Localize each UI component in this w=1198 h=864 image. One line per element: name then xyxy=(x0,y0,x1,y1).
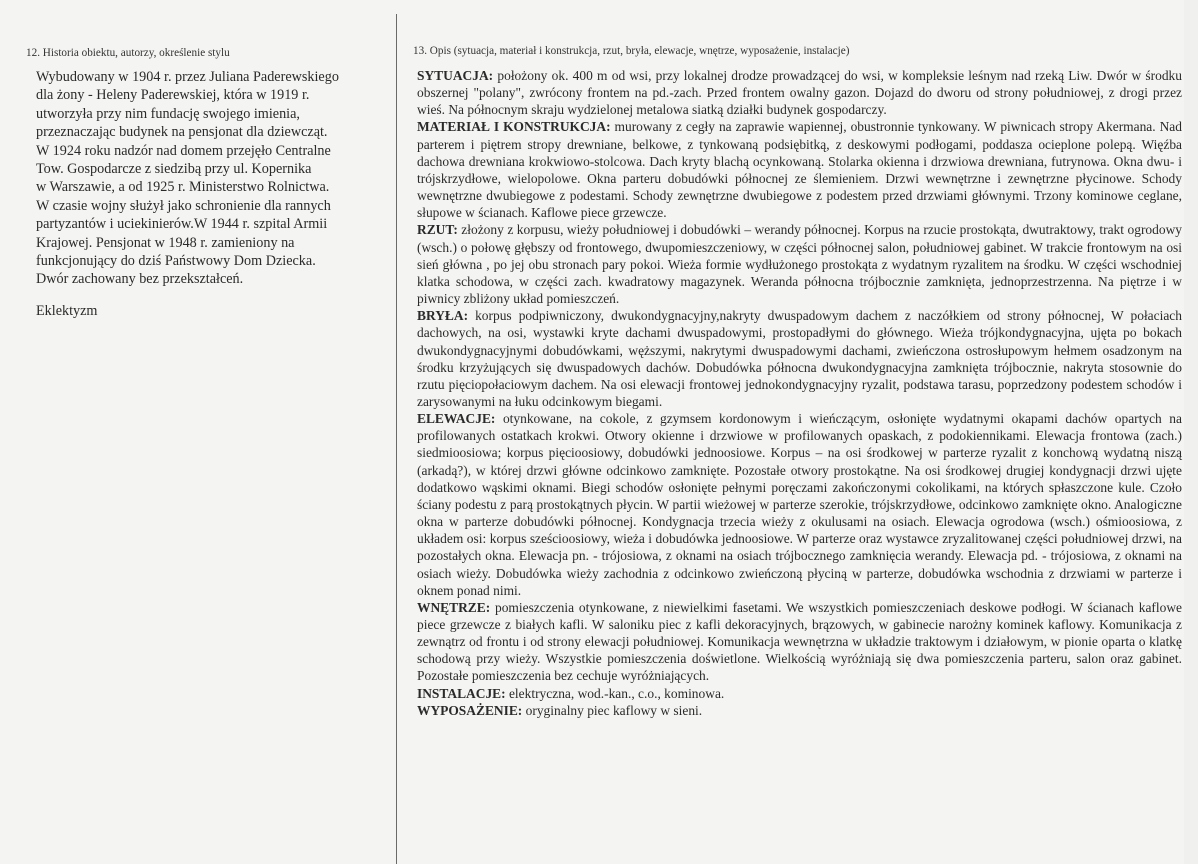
section-label: INSTALACJE: xyxy=(417,685,506,701)
history-line: Tow. Gospodarcze z siedzibą przy ul. Kopernika xyxy=(36,161,312,178)
history-line: partyzantów i uciekinierów.W 1944 r. szpital Armii xyxy=(36,216,328,233)
section-text: oryginalny piec kaflowy w sieni. xyxy=(522,702,703,718)
section-label: RZUT: xyxy=(417,222,458,238)
column-divider xyxy=(396,14,397,864)
section-text: elektryczna, wod.-kan., c.o., kominowa. xyxy=(505,685,725,701)
history-line: przeznaczając budynek na pensjonat dla dziewcząt. xyxy=(36,124,328,141)
section-equipment xyxy=(417,702,1182,719)
section-text: korpus podpiwniczony, dwukondygnacyjny,nakryty dwuspadowym dachem z naczółkiem od strony północnej, W połaciach dachowych, na osi, wystawki kryte dachami dwuspadowymi, prostopadłymi do głównego. Wieża trójkondygnacyjna, ujęta po bokach dwukondygnacyjnymi dobudówkami, węższymi, nakrytymi dwuspadowymi dachami, zwieńczona ostrosłupowym hełmem osadzonym na środku krzyżujących się dwuspadowych dachów. Dobudówka północna dwukondygnacyjna zamknięta trójbocznie, nakryta stosownie do rzutu pięciopołaciowym dachem. Na osi elewacji frontowej jednokondygnacyjny ryzalit, podstawa tarasu, poprzedzony podestem schodów i zarysowanymi na łuku odcinkowym biegami. xyxy=(417,308,1182,409)
section-label: WYPOSAŻENIE: xyxy=(417,702,523,718)
section-label: BRYŁA: xyxy=(417,308,469,324)
section-situation xyxy=(417,67,1182,118)
history-line: utworzyła przy nim fundację swojego imienia, xyxy=(36,105,300,122)
section-text: złożony z korpusu, wieży południowej i dobudówki – werandy północnej. Korpus na rzucie prostokąta, dwutraktowy, trakt ogrodowy (wsch.) o połowę głębszy od frontowego, dwupomieszczeniowy, w części północnej salon, południowej gabinet. W trakcie frontowym na osi sień główna , po jej obu stronach pary pokoi. Wieża formie wydłużonego prostokąta z wydatnym ryzalitem na środku. W części wschodniej klatka schodowa, w części zach. kwadratowy magazynek. Weranda północna trójbocznie zamknięta, jednoprzestrzenna. Na piętrze i w piwnicy zbliżony układ pomieszczeń. xyxy=(417,222,1182,307)
history-line: dla żony - Heleny Paderewskiej, która w 1919 r. xyxy=(36,87,310,104)
description-text xyxy=(417,67,1182,719)
history-line: Krajowej. Pensjonat w 1948 r. zamieniony na xyxy=(36,234,295,251)
history-heading: 12. Historia obiektu, autorzy, określenie stylu xyxy=(26,47,230,59)
section-label: SYTUACJA: xyxy=(417,68,494,83)
history-line: Dwór zachowany bez przekształceń. xyxy=(36,271,244,288)
section-text: otynkowane, na cokole, z gzymsem kordonowym i wieńczącym, osłonięte wydatnymi okapami dachów opartych na profilowanych ostatkach krokwi. Otwory okienne i drzwiowe w profilowanych opaskach, z podokiennikami. Elewacja frontowa (zach.) siedmioosiowa; korpus pięcioosiowy, dobudówki jednoosiowe. Korpus – na osi środkowej w parterze ryzalit z konchową wydatną niszą (arkadą?), w której drzwi główne odcinkowo zamknięte. Pozostałe otwory prostokątne. Na osi środkowej drugiej kondygnacji drzwi ujęte dodatkowo wąskimi oknami. Biegi schodów osłonięte pełnymi poręczami zakończonymi cokolikami, na których spłaszczone kule. Czoło ściany podestu z parą prostokątnych płycin. W partii wieżowej w parterze szerokie, trójskrzydłowe, odcinkowo zamknięte okno. Analogiczne okna w parterze dobudówki północnej. Kondygnacja trzecia wieży z okulusami na osiach. Elewacja ogrodowa (wsch.) ośmioosiowa, z układem osi: korpus sześcioosiowy, wieża i dobudówka jednoosiowe. W parterze oraz wystawce zryzalitowanej części południowej drzwi, na pozostałych okna. Elewacja pn. - trójosiowa, z oknami na osiach trójbocznego zamknięcia werandy. Elewacja pd. - trójosiowa, z oknami na osiach wieży. Dobudówka wieży zachodnia z odcinkowo zwieńczoną płyciną w parterze, dobudówka wschodnia z drzwiami w parterze i oknem ponad nimi. xyxy=(417,411,1182,598)
section-text: murowany z cegły na zaprawie wapiennej, obustronnie tynkowany. W piwnicach stropy Akermana. Nad parterem i piętrem stropy drewniane, belkowe, z tynkowaną podsiębitką, z deskowymi podłogami, poddasza ocieplone polepą. Więźba dachowa drewniana krokwiowo-stolcowa. Dach kryty blachą ocynkowaną. Stolarka okienna i drzwiowa drewniana, futrynowa. Okna dwu- i trójskrzydłowe, wielopolowe. Okna parteru dobudówki północnej ze ślemieniem. Drzwi wewnętrzne i zewnętrzne płycinowe. Schody wewnętrzne dwubiegowe z podestami. Schody zewnętrzne dwubiegowe z podestem przed drzwiami głównymi. Trzony kominowe ceglane, słupowe w ścianach. Kaflowe piece grzewcze. xyxy=(417,119,1182,221)
history-line: w Warszawie, a od 1925 r. Ministerstwo Rolnictwa. xyxy=(36,179,330,196)
history-line: W czasie wojny służył jako schronienie dla rannych xyxy=(36,197,331,214)
section-label: MATERIAŁ I KONSTRUKCJA: xyxy=(417,119,611,135)
section-interior xyxy=(417,599,1182,685)
right-margin xyxy=(1184,0,1198,864)
section-material xyxy=(417,118,1182,221)
history-line: funkcjonujący do dziś Państwowy Dom Dziecka. xyxy=(36,253,316,270)
section-installations xyxy=(417,685,1182,702)
history-line: W 1924 roku nadzór nad domem przejęło Centralne xyxy=(36,142,331,159)
section-label: ELEWACJE: xyxy=(417,411,496,427)
section-elevations xyxy=(417,410,1182,599)
history-text xyxy=(36,68,381,289)
section-plan xyxy=(417,221,1182,307)
section-label: WNĘTRZE: xyxy=(417,599,491,615)
style-label: Eklektyzm xyxy=(36,303,98,319)
description-heading: 13. Opis (sytuacja, materiał i konstrukcja, rzut, bryła, elewacje, wnętrze, wyposażenie, instalacje) xyxy=(413,45,850,57)
section-text: pomieszczenia otynkowane, z niewielkimi fasetami. We wszystkich pomieszczeniach deskowe podłogi. W ścianach kaflowe piece grzewcze z białych kafli. W saloniku piec z kafli dekoracyjnych, brązowych, w gabinecie narożny kominek kaflowy. Komunikacja z zewnątrz od frontu i od strony elewacji południowej. Komunikacja wewnętrzna w układzie traktowym i działowym, w pionie oparta o klatkę schodową przy wieży. Wszystkie pomieszczenia doświetlone. Wielkością wyróżniają się dwa pomieszczenia parteru, salon oraz gabinet. Pozostałe pomieszczenia bez cechuje wyróżniających. xyxy=(417,599,1182,684)
section-text: położony ok. 400 m od wsi, przy lokalnej drodze prowadzącej do wsi, w kompleksie leśnym nad rzeką Liw. Dwór w środku obszernej "polany", zwrócony frontem na pd.-zach. Przed frontem owalny gazon. Dojazd do dworu od strony południowej, z drogi przez wieś. Na północnym skraju wydzielonej metalowa siatką działki budynek gospodarczy. xyxy=(417,68,1182,118)
history-line: Wybudowany w 1904 r. przez Juliana Paderewskiego xyxy=(36,69,339,85)
section-massing xyxy=(417,307,1182,410)
